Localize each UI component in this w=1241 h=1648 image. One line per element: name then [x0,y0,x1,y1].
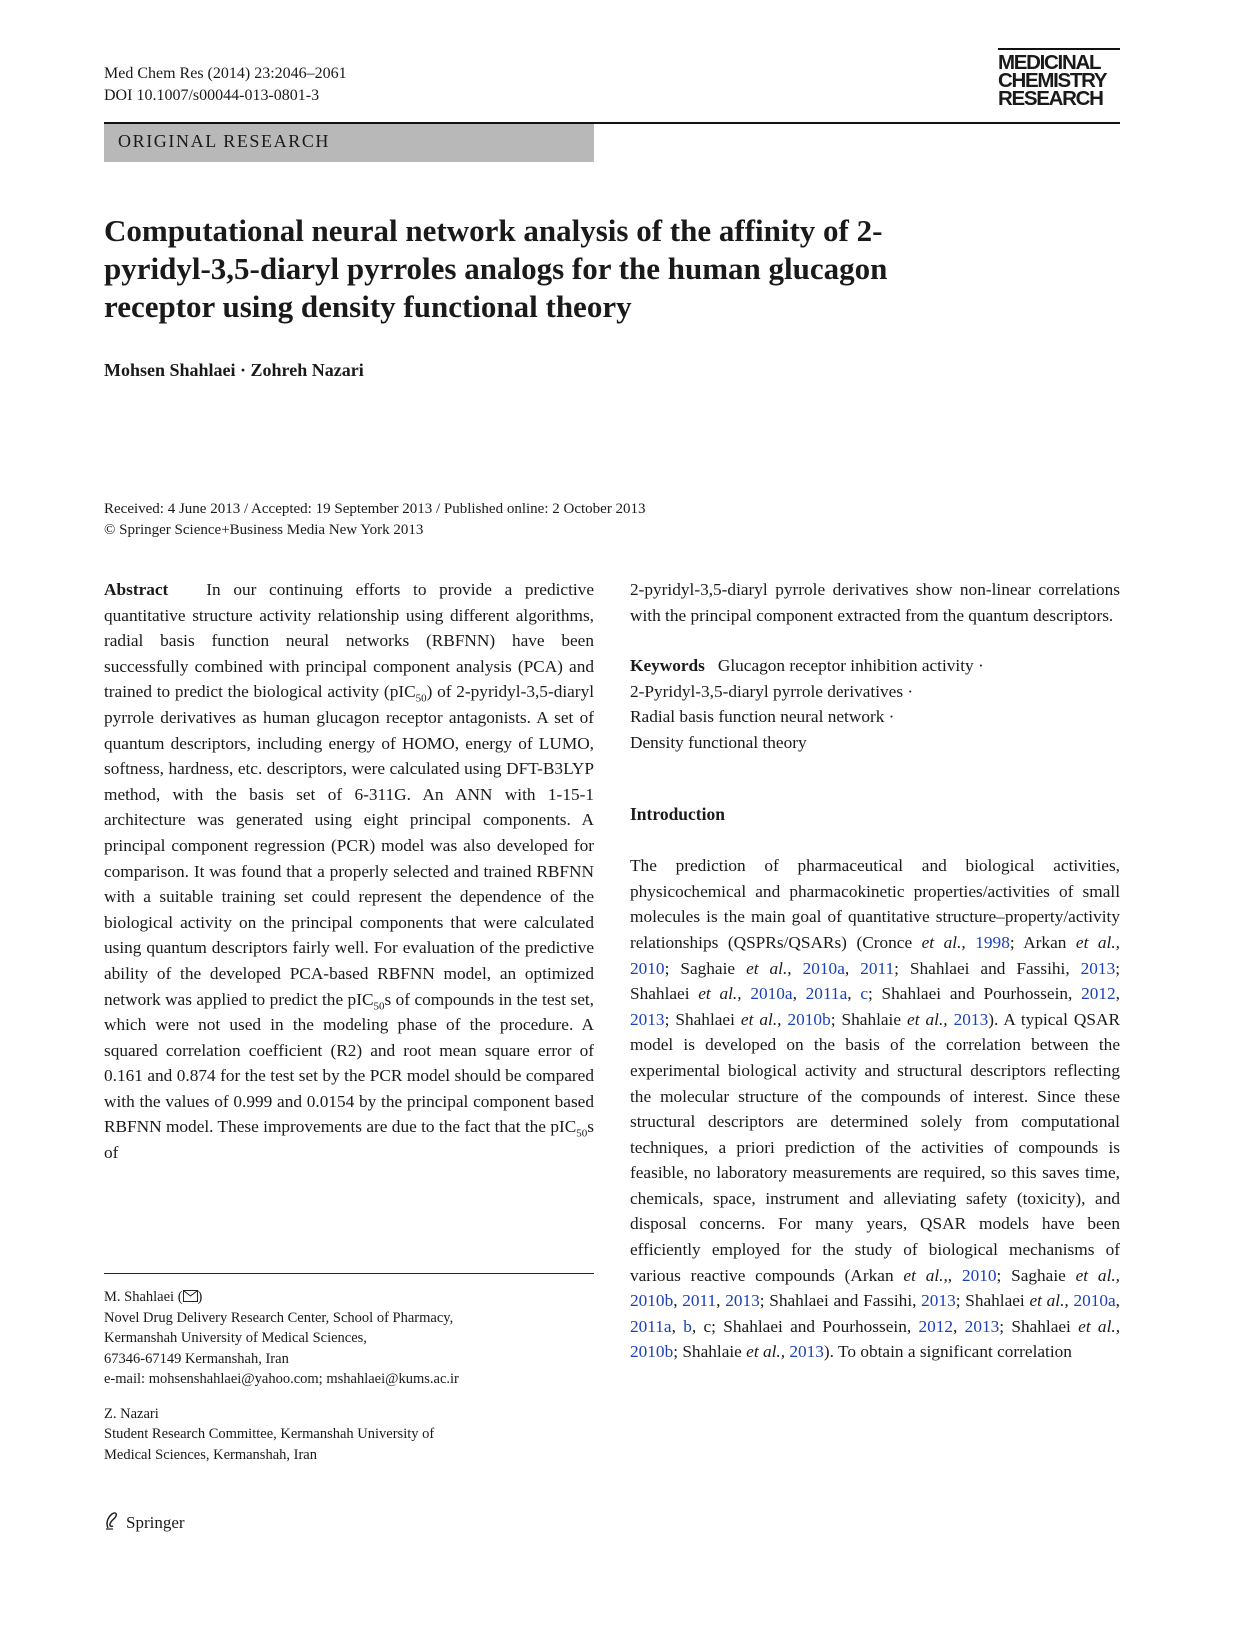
citation-link[interactable]: 2010a [1073,1291,1116,1311]
introduction-paragraph: The prediction of pharmaceutical and biological activities, physicochemical and pharmacokinetic properties/activities of small molecules is the main goal of quantitative structure–property/activity relationships (QSPRs/QSARs) (Cronce et al., 1998; Arkan et al., 2010; Saghaie et al., 2010a, 2011; Shahlaei and Fassihi, 2013; Shahlaei et al., 2010a, 2011a, c; Shahlaei and Pourhossein, 2012, 2013; Shahlaei et al., 2010b; Shahlaie et al., 2013). A typical QSAR model is developed on the basis of the correlation between the experimental biological activity and structural descriptors reflecting the molecular structure of the compounds of interest. Since these structural descriptors are determined solely from computational techniques, a priori prediction of the activities of compounds is feasible, no laboratory measurements are required, so this saves time, chemicals, space, instrument and alleviating safety (toxicity), and disposal concerns. For many years, QSAR models have been efficiently employed for the study of biological mechanisms of various reactive compounds (Arkan et al.,, 2010; Saghaie et al., 2010b, 2011, 2013; Shahlaei and Fassihi, 2013; Shahlaei et al., 2010a, 2011a, b, c; Shahlaei and Pourhossein, 2012, 2013; Shahlaei et al., 2010b; Shahlaie et al., 2013). To obtain a significant correlation [630,856,1121,1362]
abstract-text: ) of 2-pyridyl-3,5-diaryl pyrrole derivatives as human glucagon receptor antagonists. A set of quantum descriptors, including energy of HOMO, energy of LUMO, softness, hardness, etc. descriptors, were calculated using DFT-B3LYP method, with the basis set of 6-311G. An ANN with 1-15-1 architecture was generated using eight principal components. A principal component regression (PCR) model was also developed for comparison. It was found that a properly selected and trained RBFNN with a suitable training set could represent the dependence of the biological activity on the principal components that were calculated using quantum descriptors fairly well. For evaluation of the predictive ability of the developed PCA-based RBFNN model, an optimized network was applied to predict the pIC [104,682,595,1009]
logo-line: RESEARCH [998,87,1103,110]
citation-link[interactable]: 2012 [918,1316,954,1336]
right-column [630,577,1120,1365]
citation-link[interactable]: 2011 [682,1291,717,1311]
journal-citation [104,63,347,107]
left-column [104,577,594,1166]
abstract-label: Abstract [104,580,169,599]
author-name: M. Shahlaei ( [104,1289,183,1305]
citation-link[interactable]: c [860,984,868,1004]
subscript: 50 [373,999,385,1012]
subscript: 50 [576,1127,588,1140]
dates-line: Received: 4 June 2013 / Accepted: 19 September 2013 / Published online: 2 October 2013 [104,501,646,517]
abstract-text: In our continuing efforts to provide a predictive quantitative structure activity relationship using different algorithms, radial basis function neural networks (RBFNN) have been successfully combined with principal component analysis (PCA) and trained to predict the biological activity (pIC [104,580,594,702]
affiliation-line: Kermanshah University of Medical Sciences, [104,1330,367,1346]
affiliation-line: Student Research Committee, Kermanshah University of [104,1426,435,1442]
footnote-rule [104,1273,594,1274]
citation-line: Med Chem Res (2014) 23:2046–2061 [104,65,347,82]
citation-link[interactable]: b [683,1316,692,1336]
citation-link[interactable]: 2011a [805,984,848,1004]
springer-logo-icon [104,1510,120,1535]
citation-link[interactable]: 2011a [630,1316,672,1336]
keyword: Glucagon receptor inhibition activity · [717,656,984,676]
doi-line: DOI 10.1007/s00044-013-0801-3 [104,87,320,104]
publisher-footer [104,1510,185,1535]
citation-link[interactable]: 2010b [630,1291,674,1311]
citation-link[interactable]: 2013 [789,1342,824,1362]
journal-logo [998,51,1120,110]
abstract-paragraph [104,577,594,1166]
author-list: Mohsen Shahlaei · Zohreh Nazari [104,360,364,380]
affiliation-line: 67346-67149 Kermanshah, Iran [104,1350,289,1367]
keyword: Density functional theory [630,732,807,752]
citation-link[interactable]: 2010a [802,958,845,978]
citation-link[interactable]: 2010 [630,958,665,978]
citation-link[interactable]: 2011 [860,958,895,978]
envelope-icon [183,1290,198,1302]
citation-link[interactable]: 2010b [787,1009,831,1029]
abstract-continuation: 2-pyridyl-3,5-diaryl pyrrole derivatives show non-linear correlations with the principal component extracted from the quantum descriptors. [630,580,1120,625]
article-title: Computational neural network analysis of the affinity of 2-pyridyl-3,5-diaryl pyrroles analogs for the human glucagon receptor using density functional theory [104,213,888,324]
paren: ) [197,1289,203,1305]
affiliation-line: Novel Drug Delivery Research Center, School of Pharmacy, [104,1309,454,1326]
author-footnote [104,1287,604,1465]
citation-link[interactable]: 2013 [725,1291,760,1311]
citation-link[interactable]: 2013 [953,1009,989,1029]
author-corresponding [104,1287,604,1308]
keywords-label: Keywords [630,656,705,676]
citation-link[interactable]: 2012 [1081,984,1116,1004]
citation-link[interactable]: 2013 [1080,958,1116,978]
citation-link[interactable]: 2010b [630,1342,674,1362]
keyword: Radial basis function neural network · [630,707,895,727]
keyword: 2-Pyridyl-3,5-diaryl pyrrole derivatives · [630,681,914,701]
affiliation-line: Medical Sciences, Kermanshah, Iran [104,1446,317,1463]
copyright-line: © Springer Science+Business Media New York 2013 [104,522,424,538]
citation-link[interactable]: 2010a [750,984,793,1004]
email-line[interactable]: e-mail: mohsenshahlaei@yahoo.com; mshahlaei@kums.ac.ir [104,1371,459,1387]
section-label: ORIGINAL RESEARCH [118,131,331,151]
brand-rule [998,48,1120,50]
abstract-text: s of compounds in the test set, which were not used in the modeling phase of the procedure. A squared correlation coefficient (R2) and root mean square error of 0.161 and 0.874 for the test set by the PCR model should be compared with the values of 0.999 and 0.0154 by the principal component based RBFNN model. These improvements are due to the fact that the pIC [104,989,595,1137]
publication-dates [104,499,646,541]
keywords-block [630,653,1120,755]
citation-link[interactable]: 1998 [975,932,1010,952]
author-name: Z. Nazari [104,1405,159,1422]
citation-link[interactable]: 2013 [964,1316,1000,1336]
abstract-text: s of [104,1117,594,1163]
publisher-name: Springer [126,1512,185,1532]
citation-link[interactable]: 2013 [630,1009,665,1029]
citation-link[interactable]: 2013 [921,1291,956,1311]
logo-line: CHEMISTRY [998,69,1107,92]
subscript: 50 [415,692,427,705]
introduction-heading: Introduction [630,803,725,824]
logo-line: MEDICINAL [998,51,1101,74]
citation-link[interactable]: 2010 [961,1265,997,1285]
